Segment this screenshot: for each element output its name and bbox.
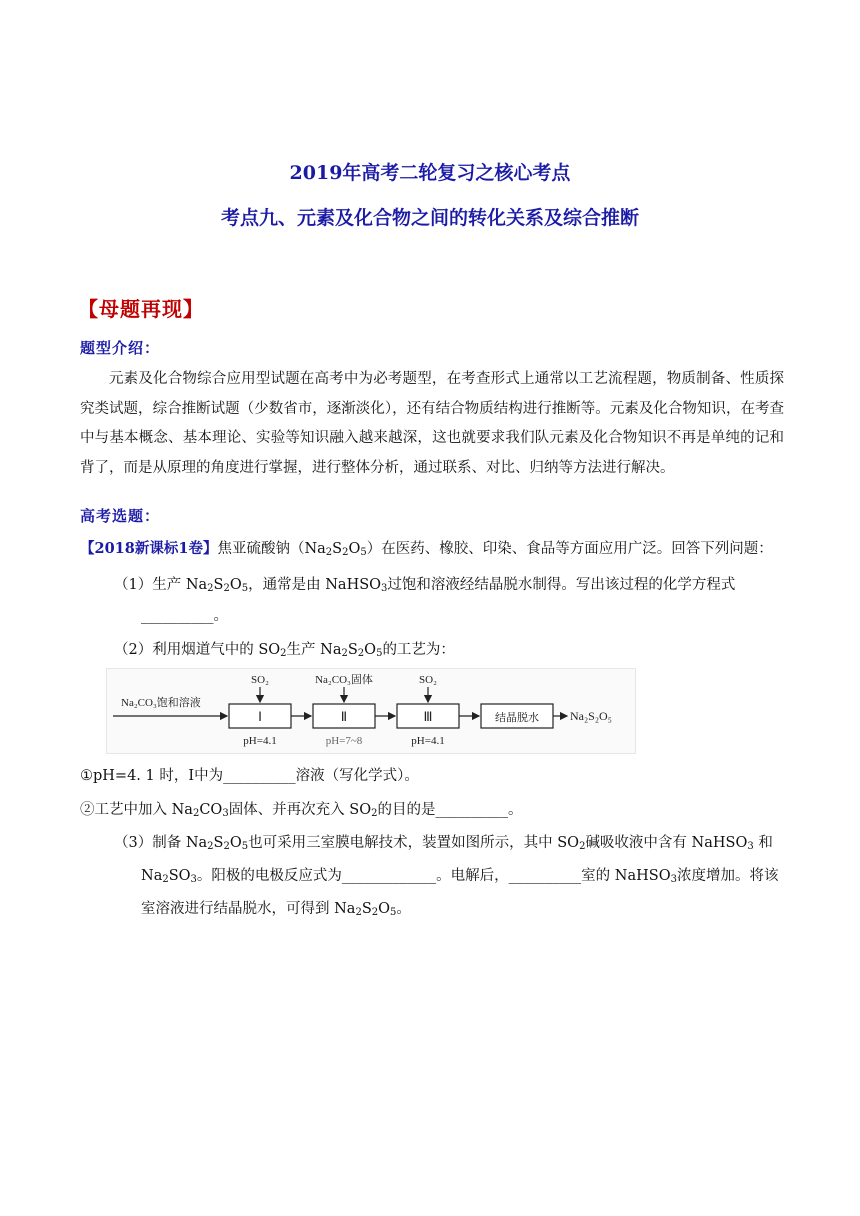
intro-heading: 题型介绍： [80,339,161,357]
so2-label-2: SO₂ [419,674,437,686]
question-3-line3: 室溶液进行结晶脱水，可得到 $Na_2S_2O_5$。 [141,901,411,918]
step-1-label: Ⅰ [258,709,262,724]
ph-label-1: pH=4.1 [243,735,277,747]
section-title: 【母题再现】 [78,297,204,321]
exam-heading: 高考选题： [80,507,161,525]
exam-source: 【2018新课标1卷】 [80,540,218,557]
ph-label-2: pH=7~8 [325,735,363,747]
question-1-blank: __________。 [141,608,228,624]
process-flow-diagram [106,668,636,754]
question-stem: 【2018新课标1卷】焦亚硫酸钠$(Na_2S_2O_5)$在医药、橡胶、印染、食品等方面应用广泛。回答下列问题： [80,540,773,558]
question-2-2: ②工艺中加入 $Na_2CO_3$固体、并再次充入 $SO_2$的目的是__________。 [80,802,523,819]
step-3-label: Ⅲ [423,709,433,724]
solid-label: Na₂CO₃固体 [315,674,373,686]
question-2: （2）利用烟道气中的 $SO_2$生产 $Na_2S_2O_5$的工艺为： [114,642,455,659]
page-subtitle: 考点九、元素及化合物之间的转化关系及综合推断 [220,207,639,229]
question-2-1: ①pH=4. 1 时，Ⅰ中为__________溶液（写化学式）。 [80,768,419,784]
feed-label: Na₂CO₃饱和溶液 [121,697,201,709]
product-label: Na₂S₂O₅ [570,709,612,723]
ph-label-3: pH=4.1 [411,735,445,747]
intro-paragraph: 元素及化合物综合应用型试题在高考中为必考题型，在考查形式上通常以工艺流程题，物质制备、性质探究类试题，综合推断试题（少数省市，逐渐淡化），还有结合物质结构进行推断等。元素及化合物知识，在考查中与基本概念、基本理论、实验等知识融入越来越深，这也就要求我们队元素及化合物知识不再是单纯的记和背了，而是从原理的角度进行掌握，进行整体分析，通过联系、对比、归纳等方法进行解决。 [80,371,784,476]
question-3-line2: $Na_2SO_3$。阳极的电极反应式为_____________。电解后，__________室的 NaHSO$_3$浓度增加。将该 [141,868,779,885]
question-3: （3）制备 $Na_2S_2O_5$也可采用三室膜电解技术，装置如图所示，其中 $SO_2$碱吸收液中含有 NaHSO$_3$ 和 [114,835,773,852]
page-title: 2019年高考二轮复习之核心考点 [289,162,571,184]
step-4-label: 结晶脱水 [495,712,539,724]
step-2-label: Ⅱ [340,709,348,724]
question-1: （1）生产 $Na_2S_2O_5$，通常是由 NaHSO$_3$过饱和溶液经结晶脱水制得。写出该过程的化学方程式 [114,577,736,594]
so2-label-1: SO₂ [251,674,269,686]
